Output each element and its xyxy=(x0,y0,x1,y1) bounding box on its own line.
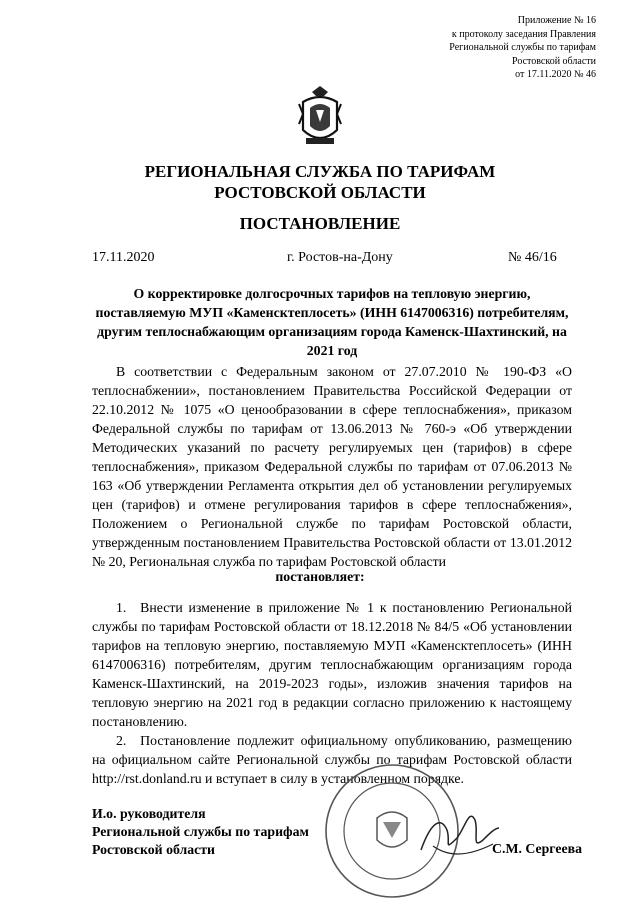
resolution-item: 1. Внести изменение в приложение № 1 к постановлению Региональной службы по тарифам Ростовской области от 18.12.2018 № 84/5 «Об установлении тарифов на тепловую энергию, поставляемую МУП «Каменсктеплосеть» (ИНН 6147006316) потребителям, другим теплоснабжающим организациям города Каменск-Шахтинский, на 2019-2023 годы», изложив значения тарифов на тепловую энергию на 2021 год в редакции согласно приложению к настоящему постановлению. xyxy=(92,600,572,729)
coat-of-arms-icon xyxy=(294,84,346,150)
preamble-paragraph: В соответствии с Федеральным законом от 27.07.2010 № 190-ФЗ «О теплоснабжении», постановлением Правительства Российской Федерации от 22.10.2012 № 1075 «О ценообразовании в сфере теплоснабжения», приказом Федеральной службы по тарифам от 13.06.2013 № 760-э «Об утверждении Методических указаний по расчету регулируемых цен (тарифов) в сфере теплоснабжения», приказом Федеральной службы по тарифам от 07.06.2013 № 163 «Об утверждении Регламента открытия дел об установлении регулируемых цен (тарифов) и отмене регулирования тарифов в сфере теплоснабжения», Положением о Региональной службе по тарифам Ростовской области, утвержденным постановлением Правительства Ростовской области от 13.01.2012 № 20, Региональная служба по тарифам Ростовской области xyxy=(92,364,572,569)
annex-line: Приложение № 16 xyxy=(517,15,596,26)
resolves-heading: постановляет: xyxy=(275,569,365,584)
document-date: 17.11.2020 xyxy=(92,250,155,265)
resolution-item: 2. Постановление подлежит официальному опубликованию, размещению на официальном сайте Региональной службы по тарифам Ростовской области http://rst.donland.ru и вступает в силу в установленном порядке. xyxy=(92,733,572,786)
annex-line: к протоколу заседания Правления xyxy=(451,28,596,40)
annex-line: Региональной службы по тарифам xyxy=(449,42,596,53)
signature-block: И.о. руководителя Региональной службы по тарифам Ростовской области xyxy=(92,806,309,857)
document-subject: О корректировке долгосрочных тарифов на тепловую энергию, поставляемую МУП «Каменсктеплосеть» (ИНН 6147006316) потребителям, другим теплоснабжающим организациям города Каменск-Шахтинский, на 2021 год xyxy=(95,286,569,358)
annex-line: Ростовской области xyxy=(512,55,596,67)
document-city: г. Ростов-на-Дону xyxy=(287,250,393,265)
document-type-title: ПОСТАНОВЛЕНИЕ xyxy=(239,214,401,233)
annex-reference xyxy=(376,14,596,82)
resolution-items xyxy=(92,598,572,788)
handwritten-signature xyxy=(413,780,503,870)
signer-name: С.М. Сергеева xyxy=(492,841,582,856)
org-title: РЕГИОНАЛЬНАЯ СЛУЖБА ПО ТАРИФАМ РОСТОВСКОЙ ОБЛАСТИ xyxy=(144,162,496,202)
annex-line: от 17.11.2020 № 46 xyxy=(515,69,596,80)
document-number: № 46/16 xyxy=(508,250,557,265)
